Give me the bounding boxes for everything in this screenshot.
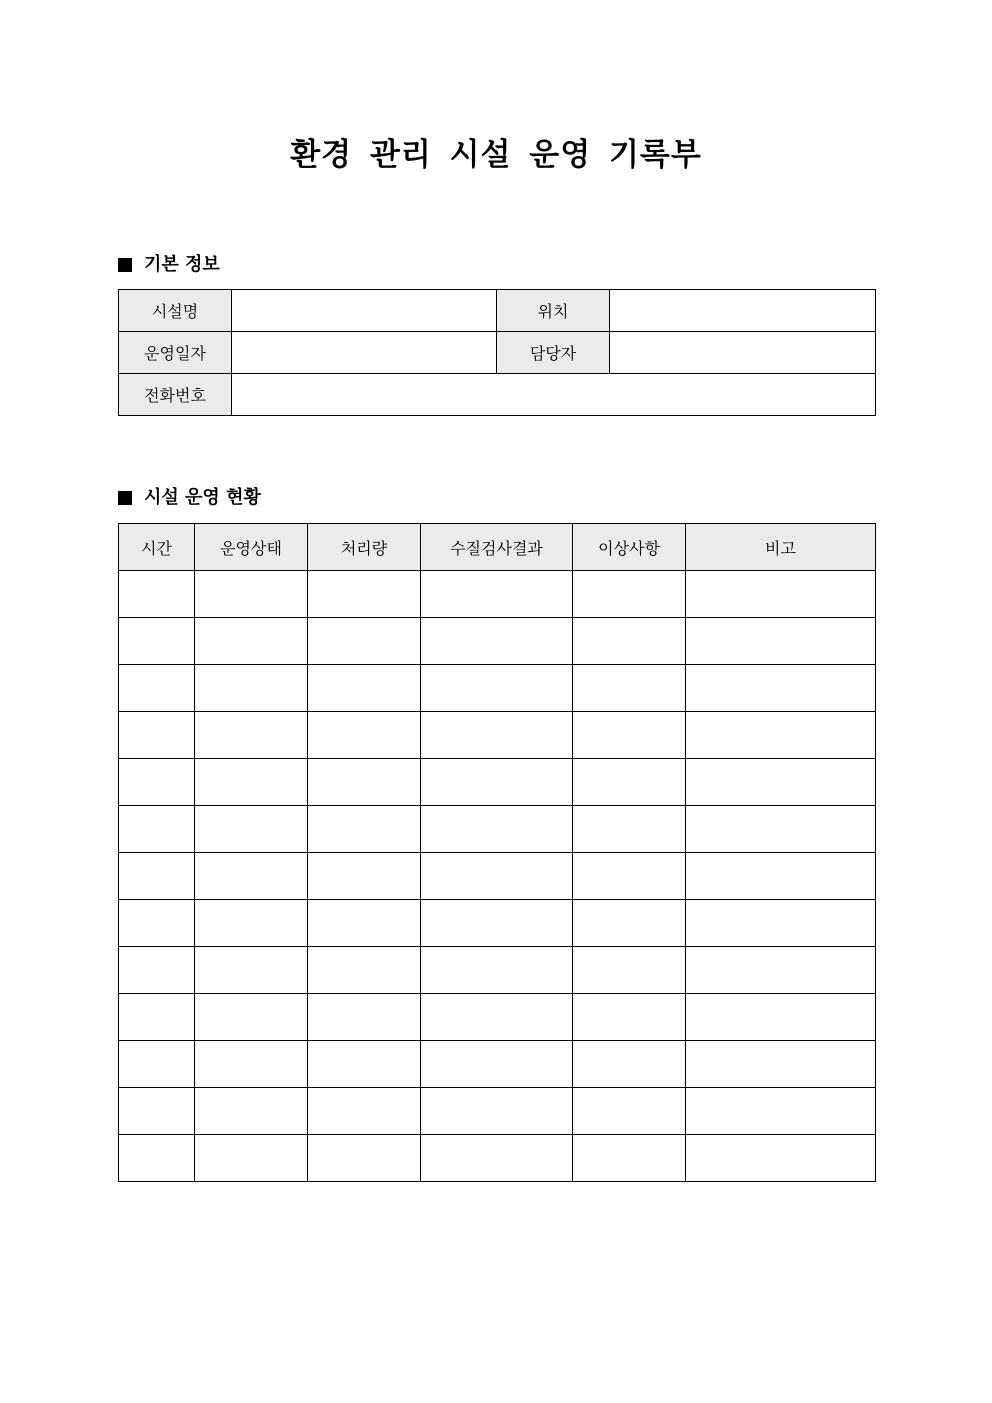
column-header-operation-state: 운영상태 (195, 524, 308, 571)
table-row (119, 1135, 876, 1182)
cell-anomalies[interactable] (573, 1088, 686, 1135)
cell-remarks[interactable] (686, 853, 876, 900)
cell-remarks[interactable] (686, 900, 876, 947)
document-title: 환경 관리 시설 운영 기록부 (290, 137, 702, 173)
basic-info-heading (118, 253, 220, 277)
status-table-body (119, 571, 876, 1182)
cell-time[interactable] (119, 900, 195, 947)
cell-remarks[interactable] (686, 806, 876, 853)
basic-info-heading-text: 기본 정보 (144, 254, 220, 275)
cell-anomalies[interactable] (573, 853, 686, 900)
column-header-anomalies: 이상사항 (573, 524, 686, 571)
cell-time[interactable] (119, 759, 195, 806)
cell-operation-state[interactable] (195, 618, 308, 665)
cell-throughput[interactable] (308, 806, 421, 853)
cell-throughput[interactable] (308, 1088, 421, 1135)
cell-operation-state[interactable] (195, 759, 308, 806)
cell-anomalies[interactable] (573, 947, 686, 994)
cell-operation-state[interactable] (195, 571, 308, 618)
cell-anomalies[interactable] (573, 900, 686, 947)
table-row (119, 618, 876, 665)
column-header-water-test-result: 수질검사결과 (421, 524, 573, 571)
cell-throughput[interactable] (308, 712, 421, 759)
column-header-remarks: 비고 (686, 524, 876, 571)
cell-anomalies[interactable] (573, 571, 686, 618)
cell-time[interactable] (119, 853, 195, 900)
cell-remarks[interactable] (686, 618, 876, 665)
cell-anomalies[interactable] (573, 665, 686, 712)
cell-throughput[interactable] (308, 618, 421, 665)
cell-remarks[interactable] (686, 947, 876, 994)
location-label: 위치 (497, 290, 610, 332)
cell-water-test-result[interactable] (421, 571, 573, 618)
cell-operation-state[interactable] (195, 900, 308, 947)
manager-field[interactable] (610, 332, 876, 374)
facility-name-field[interactable] (232, 290, 497, 332)
cell-time[interactable] (119, 1041, 195, 1088)
cell-throughput[interactable] (308, 759, 421, 806)
table-row (119, 947, 876, 994)
cell-operation-state[interactable] (195, 806, 308, 853)
cell-time[interactable] (119, 1088, 195, 1135)
cell-throughput[interactable] (308, 1041, 421, 1088)
cell-remarks[interactable] (686, 1135, 876, 1182)
status-heading (118, 486, 261, 510)
cell-time[interactable] (119, 618, 195, 665)
square-bullet-icon (118, 258, 132, 272)
cell-water-test-result[interactable] (421, 1041, 573, 1088)
cell-anomalies[interactable] (573, 1041, 686, 1088)
cell-remarks[interactable] (686, 759, 876, 806)
cell-operation-state[interactable] (195, 947, 308, 994)
table-row (119, 712, 876, 759)
cell-throughput[interactable] (308, 1135, 421, 1182)
info-row-phone (119, 374, 876, 416)
operation-date-field[interactable] (232, 332, 497, 374)
cell-throughput[interactable] (308, 571, 421, 618)
cell-water-test-result[interactable] (421, 1088, 573, 1135)
cell-water-test-result[interactable] (421, 712, 573, 759)
cell-remarks[interactable] (686, 1088, 876, 1135)
cell-remarks[interactable] (686, 571, 876, 618)
cell-anomalies[interactable] (573, 994, 686, 1041)
cell-time[interactable] (119, 947, 195, 994)
cell-remarks[interactable] (686, 994, 876, 1041)
cell-water-test-result[interactable] (421, 806, 573, 853)
cell-water-test-result[interactable] (421, 759, 573, 806)
phone-label: 전화번호 (119, 374, 232, 416)
manager-label: 담당자 (497, 332, 610, 374)
cell-time[interactable] (119, 665, 195, 712)
table-row (119, 994, 876, 1041)
table-row (119, 853, 876, 900)
column-header-time: 시간 (119, 524, 195, 571)
square-bullet-icon (118, 491, 132, 505)
cell-time[interactable] (119, 1135, 195, 1182)
cell-operation-state[interactable] (195, 712, 308, 759)
operation-date-label: 운영일자 (119, 332, 232, 374)
phone-field[interactable] (232, 374, 876, 416)
location-field[interactable] (610, 290, 876, 332)
cell-operation-state[interactable] (195, 1041, 308, 1088)
cell-operation-state[interactable] (195, 994, 308, 1041)
cell-operation-state[interactable] (195, 1135, 308, 1182)
cell-throughput[interactable] (308, 665, 421, 712)
cell-anomalies[interactable] (573, 806, 686, 853)
cell-remarks[interactable] (686, 712, 876, 759)
cell-operation-state[interactable] (195, 1088, 308, 1135)
cell-anomalies[interactable] (573, 712, 686, 759)
cell-water-test-result[interactable] (421, 853, 573, 900)
basic-info-table (118, 289, 876, 416)
cell-anomalies[interactable] (573, 1135, 686, 1182)
cell-operation-state[interactable] (195, 853, 308, 900)
info-row-date (119, 332, 876, 374)
status-heading-text: 시설 운영 현황 (144, 487, 261, 508)
cell-time[interactable] (119, 712, 195, 759)
column-header-throughput: 처리량 (308, 524, 421, 571)
table-row (119, 1088, 876, 1135)
cell-remarks[interactable] (686, 1041, 876, 1088)
info-row-facility (119, 290, 876, 332)
table-row (119, 900, 876, 947)
table-row (119, 1041, 876, 1088)
cell-throughput[interactable] (308, 947, 421, 994)
cell-water-test-result[interactable] (421, 900, 573, 947)
cell-water-test-result[interactable] (421, 618, 573, 665)
cell-water-test-result[interactable] (421, 994, 573, 1041)
cell-remarks[interactable] (686, 665, 876, 712)
cell-anomalies[interactable] (573, 759, 686, 806)
cell-time[interactable] (119, 994, 195, 1041)
operation-status-table (118, 523, 876, 1182)
cell-throughput[interactable] (308, 900, 421, 947)
facility-name-label: 시설명 (119, 290, 232, 332)
table-row (119, 759, 876, 806)
cell-water-test-result[interactable] (421, 1135, 573, 1182)
table-row (119, 665, 876, 712)
cell-water-test-result[interactable] (421, 947, 573, 994)
cell-throughput[interactable] (308, 853, 421, 900)
cell-time[interactable] (119, 806, 195, 853)
cell-throughput[interactable] (308, 994, 421, 1041)
cell-time[interactable] (119, 571, 195, 618)
cell-anomalies[interactable] (573, 618, 686, 665)
cell-water-test-result[interactable] (421, 665, 573, 712)
table-row (119, 806, 876, 853)
cell-operation-state[interactable] (195, 665, 308, 712)
table-row (119, 571, 876, 618)
status-header-row (119, 524, 876, 571)
